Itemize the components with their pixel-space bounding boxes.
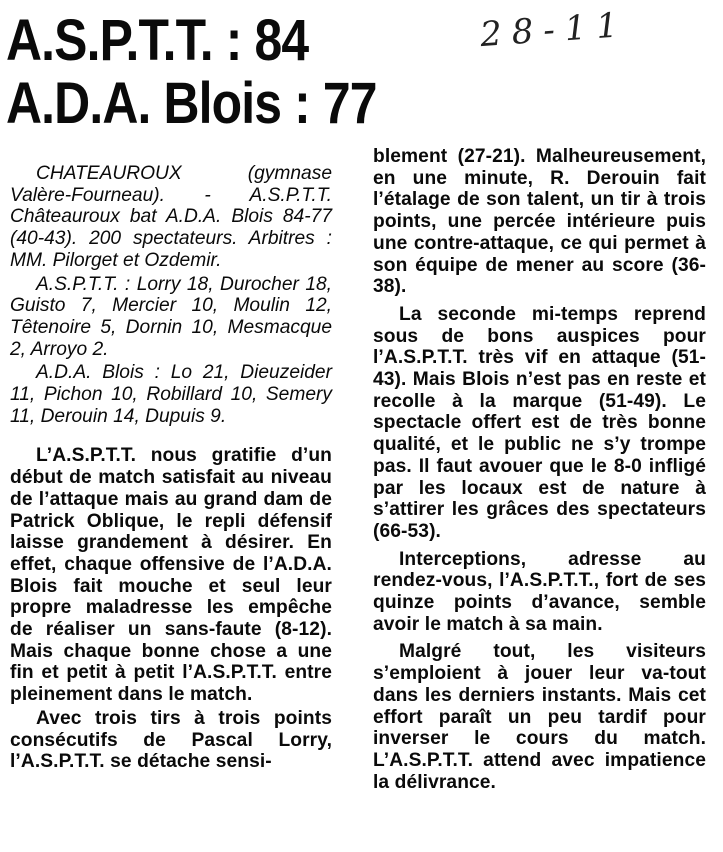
article-column-right xyxy=(373,146,706,793)
article-paragraph: La seconde mi-temps reprend sous de bons auspices pour l’A.S.P.T.T. très vif en attaque (51-43). Mais Blois n’est pas en reste et recolle à la marque (51-49). Le spectacle offert est de très bonne qualité, et le public ne s’y trompe pas. Il faut avouer que le 8-0 infligé par les locaux est de nature à s’attirer les grâces des spectateurs (66-53). xyxy=(373,303,706,542)
lineup-home: A.S.P.T.T. : Lorry 18, Durocher 18, Guisto 7, Mercier 10, Moulin 12, Têtenoire 5, Dornin 10, Mesmacque 2, Arroyo 2. xyxy=(10,273,332,360)
article-paragraph: L’A.S.P.T.T. nous gratifie d’un début de match satisfait au niveau de l’attaque mais au grand dam de Patrick Oblique, le repli défensif laisse grandement à désirer. En effet, chaque offensive de l’A.D.A. Blois fait mouche et seul leur propre maladresse les empêche de réaliser un sans-faute (8-12). Mais chaque bonne chose a une fin et petit à petit l’A.S.P.T.T. entre pleinement dans le match. xyxy=(10,445,332,706)
headline-away-score: A.D.A. Blois : 77 xyxy=(6,71,377,136)
article-intro: CHATEAUROUX (gymnase Valère-Fourneau). - A.S.P.T.T. Châteauroux bat A.D.A. Blois 84-77 (40-43). 200 spectateurs. Arbitres : MM. Pilorget et Ozdemir. xyxy=(10,163,332,271)
handwritten-date-annotation: 28-11 xyxy=(478,4,630,56)
article-paragraph-continued: blement (27-21). Malheureusement, en une minute, R. Derouin fait l’étalage de son talent, un tir à trois points, une percée intérieure puis une contre-attaque, ce qui permet à son équipe de mener au score (36-38). xyxy=(373,146,706,298)
article-paragraph: Interceptions, adresse au rendez-vous, l’A.S.P.T.T., fort de ses quinze points d’avance, semble avoir le match à sa main. xyxy=(373,548,706,635)
lineup-away: A.D.A. Blois : Lo 21, Dieuzeider 11, Pichon 10, Robillard 10, Semery 11, Derouin 14, Dupuis 9. xyxy=(10,362,332,427)
headline-home-score: A.S.P.T.T. : 84 xyxy=(6,8,309,73)
article-paragraph: Avec trois tirs à trois points consécutifs de Pascal Lorry, l’A.S.P.T.T. se détache sensi- xyxy=(10,707,332,773)
article-paragraph: Malgré tout, les visiteurs s’emploient à jouer leur va-tout dans les derniers instants. Mais cet effort paraît un peu tardif pour inverser le cours du match. L’A.S.P.T.T. attend avec impatience la délivrance. xyxy=(373,641,706,793)
article-column-left xyxy=(10,163,332,773)
